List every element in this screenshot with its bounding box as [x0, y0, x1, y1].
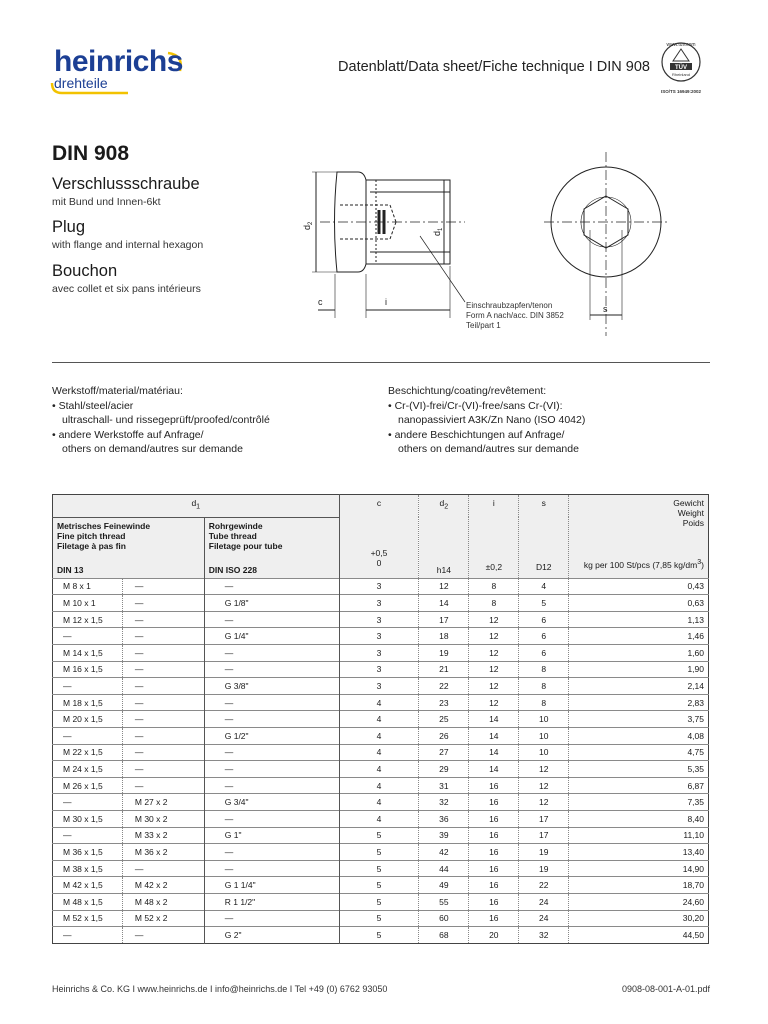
- c-cell: 4: [339, 777, 419, 794]
- s-cell: 12: [519, 761, 569, 778]
- i-cell: 16: [469, 777, 519, 794]
- d2-cell: 14: [419, 595, 469, 612]
- s-cell: 5: [519, 595, 569, 612]
- i-cell: 12: [469, 694, 519, 711]
- d2-cell: 29: [419, 761, 469, 778]
- logo-subtitle: drehteile: [54, 75, 108, 91]
- weight-cell: 14,90: [569, 860, 709, 877]
- product-description-en: with flange and internal hexagon: [52, 239, 204, 251]
- s-cell: 24: [519, 893, 569, 910]
- s-cell: 12: [519, 777, 569, 794]
- d2-cell: 60: [419, 910, 469, 927]
- weight-cell: 6,87: [569, 777, 709, 794]
- s-cell: 6: [519, 628, 569, 645]
- tube-thread-cell: —: [204, 910, 339, 927]
- fine-thread-cell: M 42 x 1,5: [53, 877, 123, 894]
- i-cell: 12: [469, 628, 519, 645]
- tuv-certificate-seal: [654, 36, 708, 96]
- weight-cell: 44,50: [569, 927, 709, 944]
- table-row: [53, 827, 709, 844]
- i-cell: 14: [469, 761, 519, 778]
- c-cell: 4: [339, 811, 419, 828]
- tube-thread-cell: G 1 1/4": [204, 877, 339, 894]
- c-label: c: [318, 297, 323, 307]
- d2-cell: 22: [419, 678, 469, 695]
- i-cell: 16: [469, 844, 519, 861]
- std-tube: DIN ISO 228: [208, 564, 257, 575]
- tube-thread-cell: G 1/2": [204, 728, 339, 745]
- tol-c-lower: 0: [376, 558, 382, 568]
- weight-cell: 3,75: [569, 711, 709, 728]
- c-cell: 5: [339, 877, 419, 894]
- table-row: [53, 628, 709, 645]
- table-row: [53, 910, 709, 927]
- table-row: [53, 877, 709, 894]
- thread-m-cell: M 52 x 2: [122, 910, 204, 927]
- weight-cell: 1,46: [569, 628, 709, 645]
- c-cell: 3: [339, 661, 419, 678]
- s-cell: 8: [519, 661, 569, 678]
- s-cell: 17: [519, 827, 569, 844]
- c-cell: 4: [339, 744, 419, 761]
- tube-thread-cell: —: [204, 661, 339, 678]
- table-row: [53, 678, 709, 695]
- i-cell: 16: [469, 877, 519, 894]
- thread-m-cell: —: [122, 744, 204, 761]
- i-cell: 12: [469, 645, 519, 662]
- tube-thread-cell: —: [204, 645, 339, 662]
- tol-c-upper: +0,5: [370, 548, 388, 558]
- fine-thread-cell: M 26 x 1,5: [53, 777, 123, 794]
- tube-thread-cell: G 2": [204, 927, 339, 944]
- d2-cell: 42: [419, 844, 469, 861]
- c-cell: 5: [339, 860, 419, 877]
- tube-thread-cell: —: [204, 844, 339, 861]
- fine-thread-cell: M 38 x 1,5: [53, 860, 123, 877]
- table-header-row: [53, 495, 709, 518]
- tenon-note: [466, 301, 564, 331]
- d2-cell: 27: [419, 744, 469, 761]
- i-cell: 16: [469, 893, 519, 910]
- d2-cell: 39: [419, 827, 469, 844]
- weight-cell: 1,90: [569, 661, 709, 678]
- coating-line: • andere Beschichtungen auf Anfrage/: [388, 428, 565, 441]
- fine-thread-cell: —: [53, 827, 123, 844]
- product-description-de: mit Bund und Innen-6kt: [52, 196, 161, 208]
- fine-thread-cell: M 14 x 1,5: [53, 645, 123, 662]
- i-label: i: [385, 297, 387, 307]
- s-cell: 4: [519, 578, 569, 595]
- table-row: [53, 844, 709, 861]
- tube-thread-cell: —: [204, 777, 339, 794]
- d2-cell: 23: [419, 694, 469, 711]
- thread-m-cell: —: [122, 728, 204, 745]
- s-cell: 19: [519, 860, 569, 877]
- i-cell: 12: [469, 611, 519, 628]
- c-cell: 3: [339, 645, 419, 662]
- weight-cell: 0,63: [569, 595, 709, 612]
- c-cell: 5: [339, 844, 419, 861]
- c-cell: 5: [339, 910, 419, 927]
- s-cell: 6: [519, 645, 569, 662]
- thread-m-cell: —: [122, 761, 204, 778]
- material-line: ultraschall- und rissegeprüft/proofed/contrôlé: [62, 414, 270, 426]
- thread-m-cell: M 27 x 2: [122, 794, 204, 811]
- i-cell: 14: [469, 711, 519, 728]
- s-cell: 8: [519, 678, 569, 695]
- coating-line: nanopassiviert A3K/Zn Nano (ISO 4042): [398, 414, 586, 426]
- thread-m-cell: —: [122, 628, 204, 645]
- coating-block: [388, 384, 585, 457]
- weight-cell: 2,14: [569, 678, 709, 695]
- note-line: Einschraubzapfen/tenon: [466, 301, 553, 310]
- col-c-header: c +0,5 0: [339, 495, 419, 579]
- col-i-header: i ±0,2: [469, 495, 519, 579]
- d2-cell: 19: [419, 645, 469, 662]
- weight-cell: 30,20: [569, 910, 709, 927]
- c-cell: 3: [339, 678, 419, 695]
- note-line: Teil/part 1: [466, 321, 501, 330]
- thread-m-cell: —: [122, 777, 204, 794]
- thread-m-cell: —: [122, 860, 204, 877]
- table-row: [53, 578, 709, 595]
- logo-wordmark: heinrichs: [54, 45, 183, 78]
- c-cell: 3: [339, 611, 419, 628]
- note-line: Form A nach/acc. DIN 3852: [466, 311, 564, 320]
- tube-thread-cell: G 1/8": [204, 595, 339, 612]
- tube-thread-cell: —: [204, 611, 339, 628]
- fine-thread-cell: M 8 x 1: [53, 578, 123, 595]
- s-cell: 22: [519, 877, 569, 894]
- i-cell: 16: [469, 811, 519, 828]
- fine-thread-cell: M 18 x 1,5: [53, 694, 123, 711]
- tol-i: ±0,2: [485, 562, 503, 572]
- fine-thread-cell: M 16 x 1,5: [53, 661, 123, 678]
- s-label: s: [603, 304, 608, 314]
- material-line: • andere Werkstoffe auf Anfrage/: [52, 428, 204, 441]
- fine-thread-cell: M 24 x 1,5: [53, 761, 123, 778]
- d2-cell: 25: [419, 711, 469, 728]
- thread-m-cell: M 48 x 2: [122, 893, 204, 910]
- thread-m-cell: —: [122, 578, 204, 595]
- c-cell: 4: [339, 728, 419, 745]
- thread-m-cell: —: [122, 611, 204, 628]
- fine-thread-cell: —: [53, 927, 123, 944]
- footer-document-id: 0908-08-001-A-01.pdf: [621, 984, 710, 994]
- tube-thread-cell: R 1 1/2": [204, 893, 339, 910]
- fine-thread-cell: —: [53, 628, 123, 645]
- weight-cell: 7,35: [569, 794, 709, 811]
- cert-sub: Rheinland: [671, 72, 691, 77]
- d2-cell: 36: [419, 811, 469, 828]
- thread-m-cell: M 36 x 2: [122, 844, 204, 861]
- fine-thread-header: Metrisches Feinewinde Fine pitch thread Filetage à pas fin DIN 13: [53, 517, 205, 578]
- thread-m-cell: —: [122, 711, 204, 728]
- fine-thread-cell: M 12 x 1,5: [53, 611, 123, 628]
- weight-cell: 4,08: [569, 728, 709, 745]
- s-cell: 10: [519, 728, 569, 745]
- material-line: • Stahl/steel/acier: [52, 399, 134, 412]
- table-row: [53, 744, 709, 761]
- tube-thread-cell: G 3/4": [204, 794, 339, 811]
- fine-thread-cell: M 48 x 1,5: [53, 893, 123, 910]
- tube-thread-cell: —: [204, 860, 339, 877]
- fine-thread-cell: M 20 x 1,5: [53, 711, 123, 728]
- s-cell: 10: [519, 711, 569, 728]
- table-row: [53, 728, 709, 745]
- i-cell: 16: [469, 860, 519, 877]
- material-heading: Werkstoff/material/matériau:: [52, 385, 183, 397]
- thread-m-cell: —: [122, 595, 204, 612]
- table-row: [53, 893, 709, 910]
- title-din: DIN 908: [596, 59, 650, 75]
- table-row: [53, 777, 709, 794]
- fine-thread-cell: M 30 x 1,5: [53, 811, 123, 828]
- d2-cell: 18: [419, 628, 469, 645]
- i-cell: 20: [469, 927, 519, 944]
- c-cell: 4: [339, 711, 419, 728]
- fine-thread-cell: M 22 x 1,5: [53, 744, 123, 761]
- table-row: [53, 811, 709, 828]
- tube-thread-header: Rohrgewinde Tube thread Filetage pour tube DIN ISO 228: [204, 517, 339, 578]
- tube-thread-cell: —: [204, 761, 339, 778]
- d2-label: $d_2$: [302, 221, 314, 230]
- product-description-fr: avec collet et six pans intérieurs: [52, 283, 201, 295]
- i-cell: 14: [469, 744, 519, 761]
- d2-cell: 32: [419, 794, 469, 811]
- d2-cell: 17: [419, 611, 469, 628]
- thread-m-cell: —: [122, 678, 204, 695]
- col-d2-header: $d_2$ h14: [419, 495, 469, 579]
- d2-cell: 44: [419, 860, 469, 877]
- cert-mark: TÜV: [675, 65, 687, 71]
- i-cell: 16: [469, 910, 519, 927]
- table-row: [53, 611, 709, 628]
- weight-cell: 1,13: [569, 611, 709, 628]
- s-cell: 10: [519, 744, 569, 761]
- d1-label: $d_1$: [432, 227, 444, 236]
- fine-thread-cell: —: [53, 678, 123, 695]
- weight-cell: 0,43: [569, 578, 709, 595]
- weight-cell: 18,70: [569, 877, 709, 894]
- i-cell: 12: [469, 661, 519, 678]
- coating-line: others on demand/autres sur demande: [398, 443, 579, 455]
- d2-cell: 12: [419, 578, 469, 595]
- fine-thread-cell: M 52 x 1,5: [53, 910, 123, 927]
- c-cell: 5: [339, 827, 419, 844]
- thread-m-cell: —: [122, 661, 204, 678]
- weight-cell: 24,60: [569, 893, 709, 910]
- weight-cell: 8,40: [569, 811, 709, 828]
- i-cell: 16: [469, 827, 519, 844]
- s-cell: 12: [519, 794, 569, 811]
- cert-url: www.tuv.com: [666, 42, 696, 48]
- c-cell: 4: [339, 694, 419, 711]
- c-cell: 4: [339, 794, 419, 811]
- thread-m-cell: —: [122, 645, 204, 662]
- c-cell: 5: [339, 893, 419, 910]
- weight-cell: 1,60: [569, 645, 709, 662]
- weight-cell: 5,35: [569, 761, 709, 778]
- d2-cell: 68: [419, 927, 469, 944]
- company-logo: [50, 45, 190, 95]
- d2-cell: 55: [419, 893, 469, 910]
- i-cell: 8: [469, 595, 519, 612]
- thread-m-cell: M 33 x 2: [122, 827, 204, 844]
- fine-thread-cell: M 36 x 1,5: [53, 844, 123, 861]
- fine-thread-cell: M 10 x 1: [53, 595, 123, 612]
- product-name-en: Plug: [52, 218, 86, 236]
- table-row: [53, 694, 709, 711]
- s-cell: 6: [519, 611, 569, 628]
- tol-d2: h14: [436, 564, 451, 575]
- tube-thread-cell: —: [204, 694, 339, 711]
- fine-thread-cell: —: [53, 728, 123, 745]
- d2-cell: 31: [419, 777, 469, 794]
- i-cell: 12: [469, 678, 519, 695]
- tol-s: D12: [535, 562, 552, 572]
- col-weight-header: Gewicht Weight Poids kg per 100 St/pcs (7,85 $kg/dm^3$): [569, 495, 709, 579]
- fine-thread-cell: —: [53, 794, 123, 811]
- i-cell: 14: [469, 728, 519, 745]
- col-s-header: s D12: [519, 495, 569, 579]
- s-cell: 19: [519, 844, 569, 861]
- tube-thread-cell: G 1/4": [204, 628, 339, 645]
- table-row: [53, 860, 709, 877]
- dimensions-table: [52, 494, 709, 944]
- s-cell: 32: [519, 927, 569, 944]
- coating-heading: Beschichtung/coating/revêtement:: [388, 385, 547, 397]
- material-block: [52, 384, 270, 457]
- table-row: [53, 595, 709, 612]
- document-type-title: [338, 59, 650, 75]
- product-din: DIN 908: [52, 142, 130, 165]
- thread-m-cell: —: [122, 927, 204, 944]
- coating-line: • Cr-(VI)-frei/Cr-(VI)-free/sans Cr-(VI):: [388, 399, 563, 412]
- std-fine: DIN 13: [57, 564, 84, 575]
- d2-cell: 26: [419, 728, 469, 745]
- c-cell: 4: [339, 761, 419, 778]
- cert-iso: ISO/TS 16949:2002: [660, 89, 702, 94]
- tube-thread-cell: G 1": [204, 827, 339, 844]
- s-cell: 24: [519, 910, 569, 927]
- material-line: others on demand/autres sur demande: [62, 443, 243, 455]
- table-row: [53, 761, 709, 778]
- weight-unit: kg per 100 St/pcs (7,85 kg/dm: [583, 559, 698, 570]
- weight-cell: 13,40: [569, 844, 709, 861]
- title-prefix: Datenblatt/Data sheet/Fiche technique I: [338, 59, 597, 75]
- footer-contact: Heinrichs & Co. KG I www.heinrichs.de I info@heinrichs.de I Tel +49 (0) 6762 93050: [52, 984, 388, 994]
- tube-thread-cell: —: [204, 711, 339, 728]
- table-row: [53, 927, 709, 944]
- table-row: [53, 711, 709, 728]
- s-cell: 8: [519, 694, 569, 711]
- thread-m-cell: —: [122, 694, 204, 711]
- table-row: [53, 794, 709, 811]
- d2-cell: 49: [419, 877, 469, 894]
- c-cell: 3: [339, 578, 419, 595]
- table-row: [53, 645, 709, 662]
- weight-cell: 11,10: [569, 827, 709, 844]
- c-cell: 3: [339, 628, 419, 645]
- c-cell: 3: [339, 595, 419, 612]
- product-name-fr: Bouchon: [52, 262, 118, 280]
- c-cell: 5: [339, 927, 419, 944]
- tube-thread-cell: —: [204, 744, 339, 761]
- s-cell: 17: [519, 811, 569, 828]
- section-divider: [52, 362, 710, 363]
- table-row: [53, 661, 709, 678]
- weight-cell: 4,75: [569, 744, 709, 761]
- i-cell: 16: [469, 794, 519, 811]
- tube-thread-cell: —: [204, 811, 339, 828]
- d2-cell: 21: [419, 661, 469, 678]
- thread-m-cell: M 30 x 2: [122, 811, 204, 828]
- tube-thread-cell: G 3/8": [204, 678, 339, 695]
- tube-thread-cell: —: [204, 578, 339, 595]
- col-d1-header: $d_1$: [53, 495, 340, 518]
- weight-cell: 2,83: [569, 694, 709, 711]
- thread-m-cell: M 42 x 2: [122, 877, 204, 894]
- product-name-de: Verschlussschraube: [52, 175, 200, 193]
- i-cell: 8: [469, 578, 519, 595]
